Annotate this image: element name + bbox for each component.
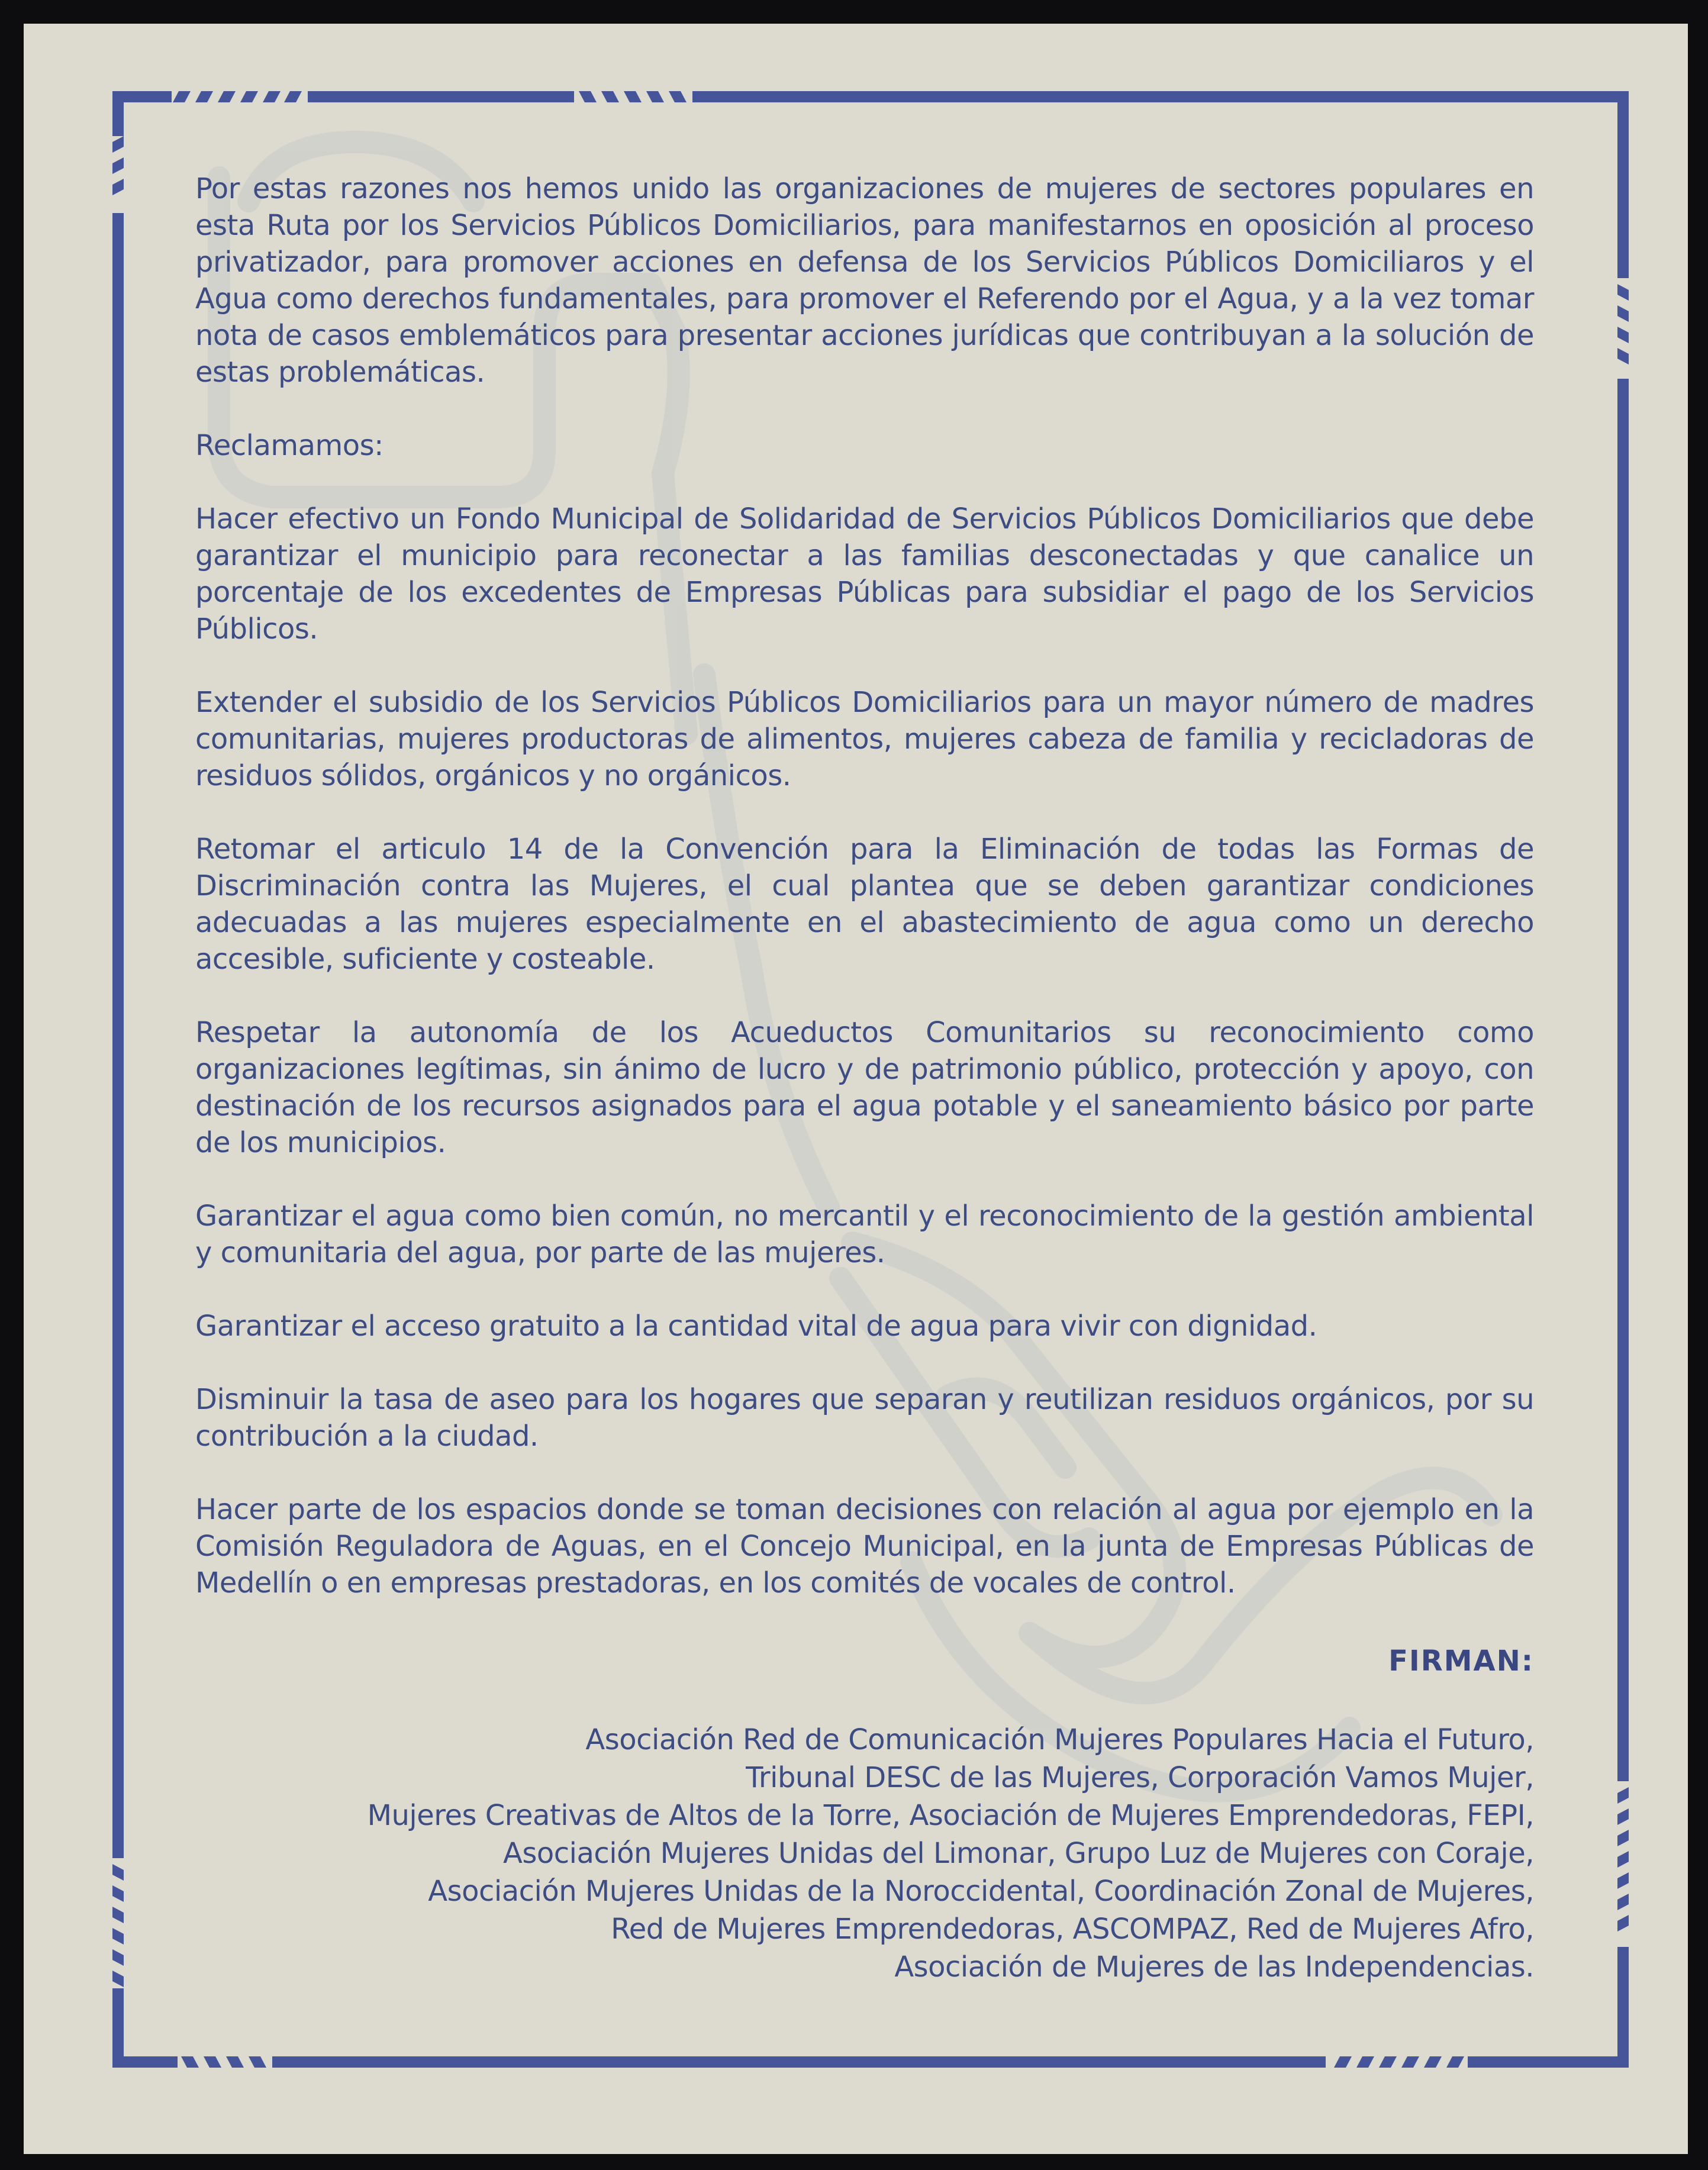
paragraph-claim-espacios: Hacer parte de los espacios donde se toman decisiones con relación al agua por ejemplo en la Comisión Reguladora de Aguas, en el Concejo Municipal, en la junta de Empresas Públicas de Medellín o en empresas prestadoras, en los comités de vocales de control. (195, 1493, 1534, 1600)
document-body (195, 170, 1534, 1986)
signer-line: Asociación Mujeres Unidas de la Noroccidental, Coordinación Zonal de Mujeres, (428, 1875, 1534, 1908)
signer-line: Asociación de Mujeres de las Independencias. (894, 1950, 1534, 1984)
paragraph-intro: Por estas razones nos hemos unido las organizaciones de mujeres de sectores populares en esta Ruta por los Servicios Públicos Domiciliarios, para manifestarnos en oposición al proceso privatizador, para promover acciones en defensa de los Servicios Públicos Domiciliaros y el Agua como derechos fundamentales, para promover el Referendo por el Agua, y a la vez tomar nota de casos emblemáticos para presentar acciones jurídicas que contribuyan a la solución de estas problemáticas. (195, 172, 1534, 389)
firman-heading: FIRMAN: (1388, 1645, 1534, 1678)
document-page (24, 24, 1688, 2154)
paragraph-reclamamos: Reclamamos: (195, 429, 384, 462)
paragraph-claim-acueductos: Respetar la autonomía de los Acueductos Comunitarios su reconocimiento como organizaciones legítimas, sin ánimo de lucro y de patrimonio público, protección y apoyo, con destinación de los recursos asignados para el agua potable y el saneamiento básico por parte de los municipios. (195, 1016, 1534, 1159)
signer-line: Red de Mujeres Emprendedoras, ASCOMPAZ, Red de Mujeres Afro, (611, 1913, 1534, 1946)
paragraph-claim-acceso: Garantizar el acceso gratuito a la cantidad vital de agua para vivir con dignidad. (195, 1310, 1317, 1343)
paragraph-claim-articulo-14: Retomar el articulo 14 de la Convención para la Eliminación de todas las Formas de Discriminación contra las Mujeres, el cual plantea que se deben garantizar condiciones adecuadas a las mujeres especialmente en el abastecimiento de agua como un derecho accesible, suficiente y costeable. (195, 833, 1534, 976)
paragraph-claim-bien-comun: Garantizar el agua como bien común, no mercantil y el reconocimiento de la gestión ambiental y comunitaria del agua, por parte de las mujeres. (195, 1200, 1534, 1269)
signer-line: Asociación Mujeres Unidas del Limonar, Grupo Luz de Mujeres con Coraje, (503, 1837, 1534, 1870)
signer-line: Tribunal DESC de las Mujeres, Corporación Vamos Mujer, (746, 1761, 1534, 1794)
paragraph-claim-fondo: Hacer efectivo un Fondo Municipal de Solidaridad de Servicios Públicos Domiciliarios que debe garantizar el municipio para reconectar a las familias desconectadas y que canalice un porcentaje de los excedentes de Empresas Públicas para subsidiar el pago de los Servicios Públicos. (195, 502, 1534, 646)
signers-list (195, 1721, 1534, 1986)
signer-line: Asociación Red de Comunicación Mujeres Populares Hacia el Futuro, (585, 1723, 1534, 1756)
paragraph-claim-tasa-aseo: Disminuir la tasa de aseo para los hogares que separan y reutilizan residuos orgánicos, por su contribución a la ciudad. (195, 1383, 1534, 1453)
signer-line: Mujeres Creativas de Altos de la Torre, Asociación de Mujeres Emprendedoras, FEPI, (367, 1799, 1534, 1832)
paragraph-claim-subsidio: Extender el subsidio de los Servicios Públicos Domiciliarios para un mayor número de madres comunitarias, mujeres productoras de alimentos, mujeres cabeza de familia y recicladoras de residuos sólidos, orgánicos y no orgánicos. (195, 686, 1534, 792)
